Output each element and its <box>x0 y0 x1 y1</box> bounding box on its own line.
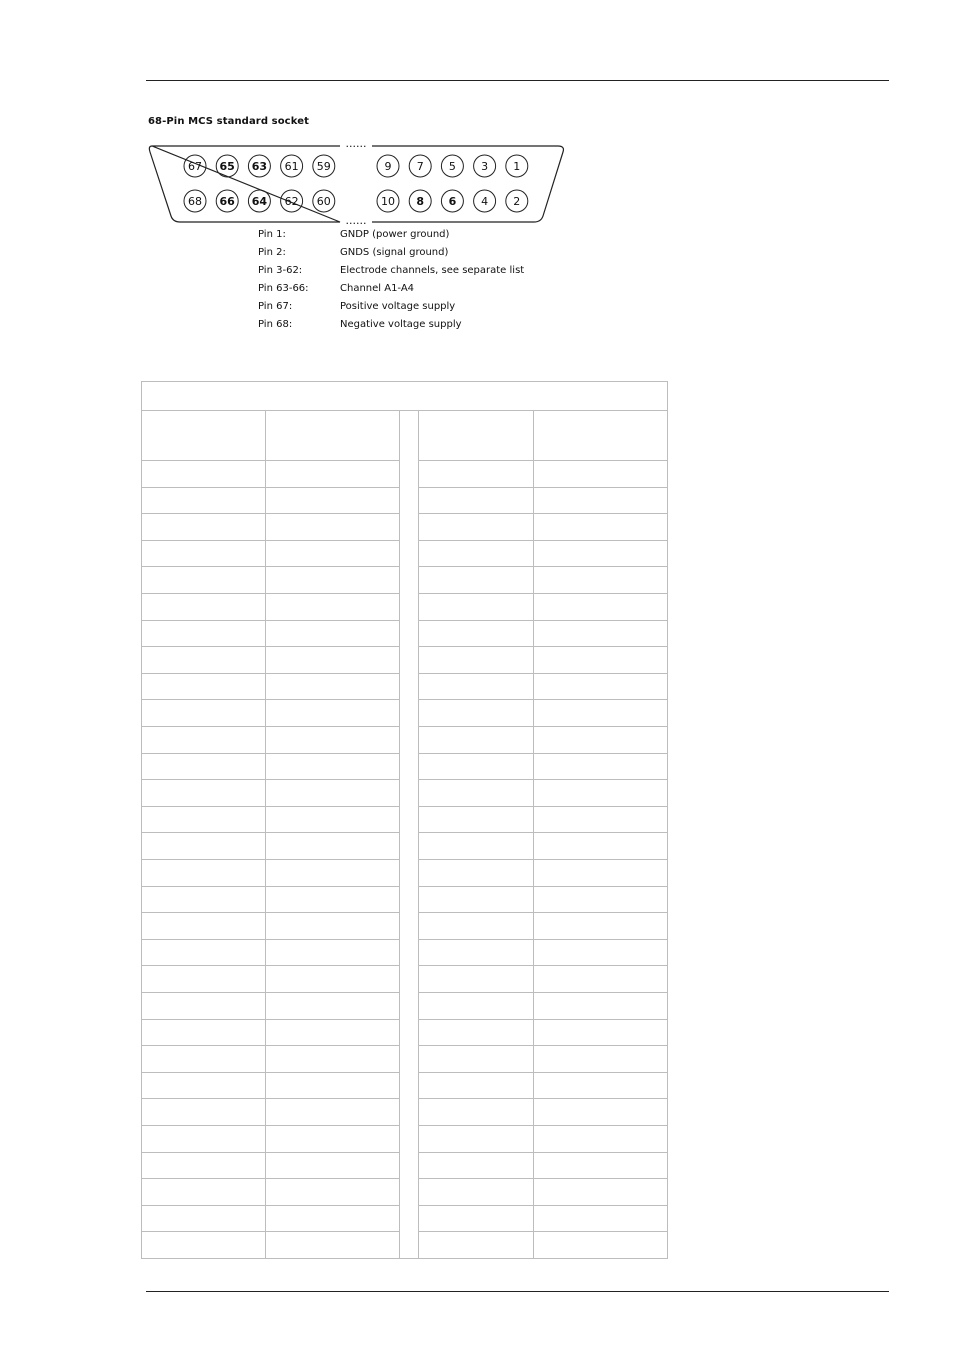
legend-description: GNDP (power ground) <box>340 229 450 240</box>
table-row-divider <box>418 992 667 993</box>
pin-label: 9 <box>384 160 392 173</box>
legend-description: Channel A1-A4 <box>340 283 415 294</box>
table-row-divider <box>142 1045 399 1046</box>
table-row-divider <box>142 1205 399 1206</box>
pin-label: 60 <box>316 195 331 208</box>
table-row-divider <box>418 859 667 860</box>
table-row-divider <box>142 513 399 514</box>
pin-label: 68 <box>188 195 202 208</box>
table-row-divider <box>142 1098 399 1099</box>
table-row-divider <box>142 487 399 488</box>
table-row-divider <box>142 1019 399 1020</box>
table-row-divider <box>142 859 399 860</box>
legend-pin: Pin 63-66: <box>258 283 309 294</box>
table-row-divider <box>142 726 399 727</box>
connector-outline <box>149 146 563 222</box>
table-row-divider <box>142 753 399 754</box>
table-row-divider <box>418 673 667 674</box>
table-row-divider <box>142 646 399 647</box>
table-row-divider <box>142 1152 399 1153</box>
table-row-divider <box>418 779 667 780</box>
table-header-divider <box>142 460 399 461</box>
pin-label: 1 <box>513 160 521 173</box>
table-row-divider <box>418 620 667 621</box>
table-row-divider <box>418 1019 667 1020</box>
pin-label: 10 <box>381 195 395 208</box>
table-row-divider <box>418 886 667 887</box>
table-row-divider <box>418 1231 667 1232</box>
pin-label: 67 <box>188 160 202 173</box>
table-row-divider <box>142 1231 399 1232</box>
table-row-divider <box>418 1178 667 1179</box>
table-title-divider <box>142 410 667 411</box>
table-row-divider <box>418 806 667 807</box>
table-row-divider <box>418 1125 667 1126</box>
table-row-divider <box>418 1205 667 1206</box>
table-row-divider <box>142 620 399 621</box>
table-row-divider <box>418 965 667 966</box>
pin-label: 61 <box>284 160 299 173</box>
legend-pin: Pin 1: <box>258 229 286 240</box>
legend-description: Electrode channels, see separate list <box>340 265 525 276</box>
legend-description: GNDS (signal ground) <box>340 247 449 258</box>
table-row-divider <box>142 566 399 567</box>
table-row-divider <box>418 540 667 541</box>
table-row-divider <box>142 832 399 833</box>
legend-pin: Pin 67: <box>258 301 293 312</box>
table-row-divider <box>142 1125 399 1126</box>
table-row-divider <box>418 753 667 754</box>
table-row-divider <box>418 1072 667 1073</box>
legend-pin: Pin 3-62: <box>258 265 303 276</box>
table-row-divider <box>418 832 667 833</box>
pin-group <box>184 155 528 212</box>
table-row-divider <box>418 487 667 488</box>
table-row-divider <box>142 965 399 966</box>
table-row-divider <box>142 540 399 541</box>
table-column-divider <box>399 410 400 1258</box>
table-row-divider <box>142 779 399 780</box>
table-row-divider <box>418 566 667 567</box>
pin-label: 59 <box>316 160 331 173</box>
footer-rule <box>146 1291 889 1292</box>
table-row-divider <box>142 886 399 887</box>
table-column-divider <box>418 410 419 1258</box>
pin-label: 66 <box>219 195 235 208</box>
pin-label: 8 <box>416 195 425 208</box>
pin-label: 6 <box>448 195 457 208</box>
table-row-divider <box>418 646 667 647</box>
table-header-divider <box>418 460 667 461</box>
table-column-divider <box>533 410 534 1258</box>
table-row-divider <box>418 1098 667 1099</box>
table-row-divider <box>142 992 399 993</box>
gap-marker-top: ...... <box>345 138 367 150</box>
table-row-divider <box>418 1152 667 1153</box>
pin-label: 4 <box>481 195 489 208</box>
table-row-divider <box>418 513 667 514</box>
legend-description: Negative voltage supply <box>340 319 462 330</box>
pin-label: 63 <box>251 160 268 173</box>
pin-label: 5 <box>448 160 456 173</box>
header-rule <box>146 80 889 81</box>
table-row-divider <box>418 912 667 913</box>
table-row-divider <box>142 1178 399 1179</box>
legend-description: Positive voltage supply <box>340 301 456 312</box>
table-row-divider <box>142 912 399 913</box>
pin-label: 64 <box>251 195 268 208</box>
table-row-divider <box>142 1072 399 1073</box>
table-row-divider <box>142 593 399 594</box>
pin-label: 2 <box>513 195 521 208</box>
table-column-divider <box>265 410 266 1258</box>
connector-caption: 68-Pin MCS standard socket <box>148 116 309 127</box>
pin-label: 62 <box>284 195 299 208</box>
table-row-divider <box>142 673 399 674</box>
table-row-divider <box>418 699 667 700</box>
table-row-divider <box>418 726 667 727</box>
table-row-divider <box>418 1045 667 1046</box>
pin-label: 65 <box>219 160 235 173</box>
table-row-divider <box>418 939 667 940</box>
table-row-divider <box>418 593 667 594</box>
legend-pin: Pin 2: <box>258 247 286 258</box>
legend-pin: Pin 68: <box>258 319 293 330</box>
pin-label: 3 <box>481 160 489 173</box>
pin-assignment-table <box>141 381 668 1259</box>
table-row-divider <box>142 939 399 940</box>
gap-marker-bottom: ...... <box>345 214 367 227</box>
connector-diagram <box>144 138 568 228</box>
table-row-divider <box>142 806 399 807</box>
pin-label: 7 <box>416 160 424 173</box>
table-row-divider <box>142 699 399 700</box>
